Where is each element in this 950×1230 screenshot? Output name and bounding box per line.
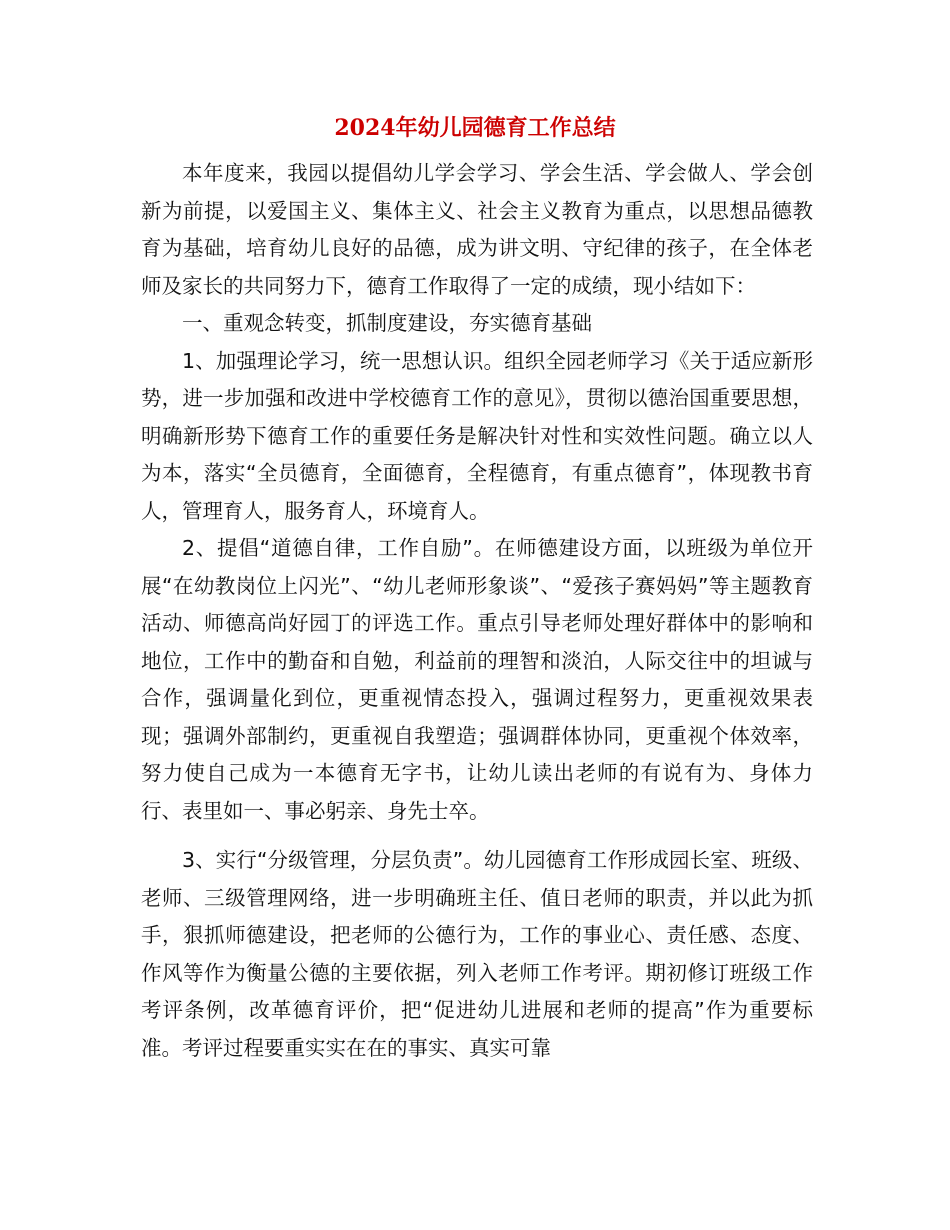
paragraph-item-1: 1、加强理论学习，统一思想认识。组织全园老师学习《关于适应新形势，进一步加强和改进中学校德育工作的意见》，贯彻以德治国重要思想，明确新形势下德育工作的重要任务是解决针对性和实效性问题。确立以人为本，落实“全员德育，全面德育，全程德育，有重点德育”，体现教书育人，管理育人，服务育人，环境育人。 (141, 348, 813, 523)
document-body (141, 155, 813, 1067)
paragraph-item-2: 2、提倡“道德自律，工作自励”。在师德建设方面，以班级为单位开展“在幼教岗位上闪光”、“幼儿老师形象谈”、“爱孩子赛妈妈”等主题教育活动、师德高尚好园丁的评选工作。重点引导老师处理好群体中的影响和地位，工作中的勤奋和自勉，利益前的理智和淡泊，人际交往中的坦诚与合作，强调量化到位，更重视情态投入，强调过程努力，更重视效果表现；强调外部制约，更重视自我塑造；强调群体协同，更重视个体效率，努力使自己成为一本德育无字书，让幼儿读出老师的有说有为、身体力行、表里如一、事必躬亲、身先士卒。 (141, 536, 813, 823)
section-heading: 一、重观念转变，抓制度建设，夯实德育基础 (182, 311, 592, 335)
document-title: 2024年幼儿园德育工作总结 (334, 115, 616, 141)
paragraph-item-3: 3、实行“分级管理，分层负责”。幼儿园德育工作形成园长室、班级、老师、三级管理网络，进一步明确班主任、值日老师的职责，并以此为抓手，狠抓师德建设，把老师的公德行为，工作的事业心、责任感、态度、作风等作为衡量公德的主要依据，列入老师工作考评。期初修订班级工作考评条例，改革德育评价，把“促进幼儿进展和老师的提高”作为重要标准。考评过程要重实实在在的事实、真实可靠 (141, 848, 813, 1060)
intro-paragraph: 本年度来，我园以提倡幼儿学会学习、学会生活、学会做人、学会创新为前提，以爱国主义、集体主义、社会主义教育为重点，以思想品德教育为基础，培育幼儿良好的品德，成为讲文明、守纪律的孩子，在全体老师及家长的共同努力下，德育工作取得了一定的成绩，现小结如下： (141, 161, 813, 298)
